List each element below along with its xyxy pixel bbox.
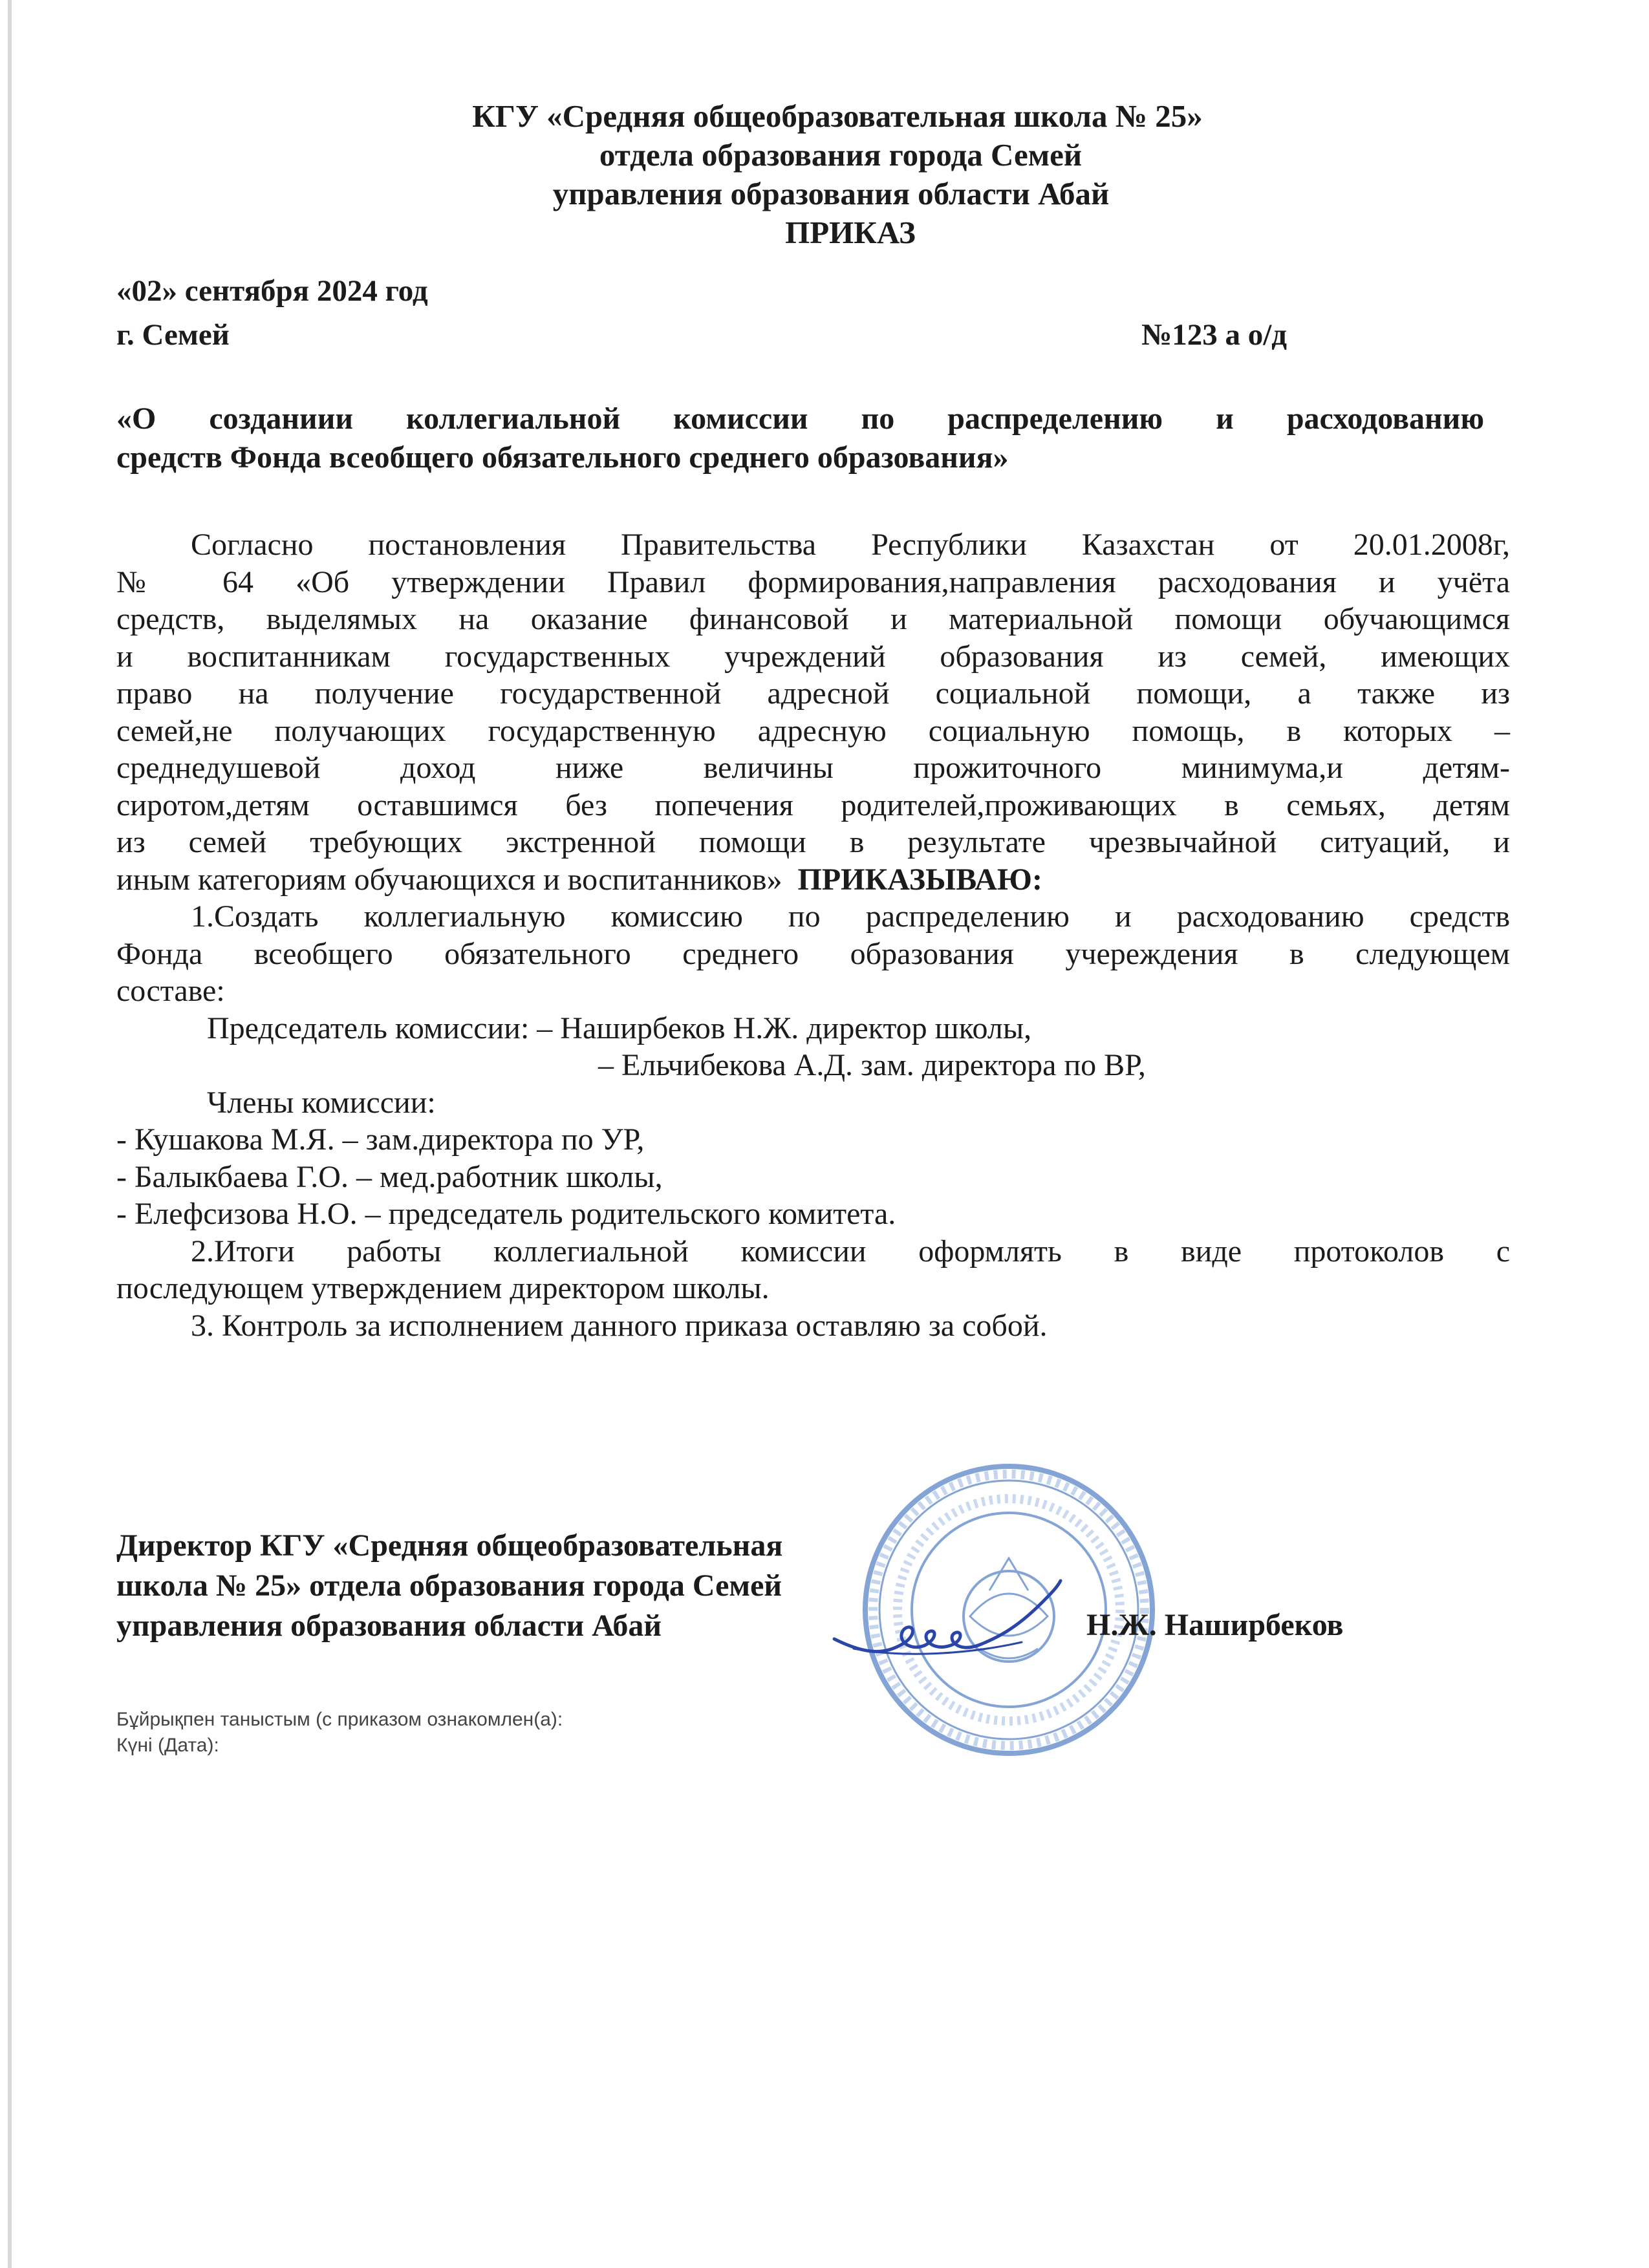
item1-line: составе: — [116, 974, 225, 1008]
item3-line: 3. Контроль за исполнением данного приказа оставляю за собой. — [191, 1308, 1048, 1343]
document-header — [0, 97, 1649, 252]
preamble-last-line — [116, 861, 1510, 899]
preamble-text: иным категориям обучающихся и воспитанников» — [116, 862, 782, 897]
signature-position-line: Директор КГУ «Средняя общеобразовательная — [116, 1528, 783, 1563]
acknowledgement-date-label: Күні (Дата): — [116, 1735, 219, 1756]
acknowledgement-block — [116, 1707, 563, 1759]
commission-deputy: – Ельчибекова А.Д. зам. директора по ВР, — [598, 1048, 1146, 1082]
order-title — [116, 400, 1484, 477]
header-department: отдела образования города Семей — [599, 137, 1083, 173]
order-number: №123 а о/д — [1141, 318, 1288, 352]
scan-edge — [8, 0, 12, 2268]
item1-line: 1.Создать коллегиальную комиссию по распределению и расходованию средств — [191, 899, 1510, 934]
order-title-line: средств Фонда всеобщего обязательного среднего образования» — [116, 440, 1009, 475]
commission-member: - Елефсизова Н.О. – председатель родительского комитета. — [116, 1197, 896, 1231]
item2-line: последующем утверждением директором школы. — [116, 1271, 770, 1305]
commission-member: - Кушакова М.Я. – зам.директора по УР, — [116, 1122, 645, 1157]
preamble-line: семей,не получающих государственную адресную социальную помощь, в которых – — [116, 713, 1510, 748]
header-administration: управления образования области Абай — [552, 176, 1110, 211]
members-label: Члены комиссии: — [207, 1085, 436, 1120]
item2-line: 2.Итоги работы коллегиальной комиссии оформлять в виде протоколов с — [191, 1234, 1510, 1268]
order-title-line: «О созданиии коллегиальной комиссии по распределению и расходованию — [116, 401, 1484, 436]
preamble-line: из семей требующих экстренной помощи в результате чрезвычайной ситуаций, и — [116, 825, 1510, 859]
order-word: ПРИКАЗЫВАЮ: — [797, 862, 1042, 897]
commission-chairman: Председатель комиссии: – Наширбеков Н.Ж. директор школы, — [207, 1011, 1032, 1045]
preamble-line: Согласно постановления Правительства Республики Казахстан от 20.01.2008г, — [191, 528, 1510, 562]
preamble-line: № 64 «Об утверждении Правил формирования,направления расходования и учёта — [116, 564, 1510, 599]
commission-member: - Балыкбаева Г.О. – мед.работник школы, — [116, 1159, 663, 1194]
director-name: Н.Ж. Наширбеков — [1086, 1608, 1344, 1642]
acknowledgement-label: Бұйрықпен таныстым (с приказом ознакомлен(а): — [116, 1709, 563, 1730]
preamble-line: право на получение государственной адресной социальной помощи, а также из — [116, 676, 1510, 711]
order-date: «02» сентября 2024 год — [116, 274, 428, 308]
preamble-line: и воспитанникам государственных учреждений образования из семей, имеющих — [116, 639, 1510, 674]
preamble-line: сиротом,детям оставшимся без попечения родителей,проживающих в семьях, детям — [116, 787, 1510, 822]
signature-position-line: управления образования области Абай — [116, 1609, 662, 1643]
order-city: г. Семей — [116, 318, 230, 352]
item1-line: Фонда всеобщего обязательного среднего образования учереждения в следующем — [116, 936, 1510, 971]
header-organization: КГУ «Средняя общеобразовательная школа № 25» — [472, 98, 1203, 134]
document-type: ПРИКАЗ — [785, 215, 916, 250]
preamble-line: среднедушевой доход ниже величины прожиточного минимума,и детям- — [116, 751, 1510, 785]
signature-position-line: школа № 25» отдела образования города Семей — [116, 1568, 782, 1603]
preamble-line: средств, выделямых на оказание финансовой и материальной помощи обучающимся — [116, 602, 1510, 636]
director-signature — [828, 1578, 1086, 1681]
order-body — [116, 526, 1510, 1344]
signature-block — [116, 1526, 782, 1646]
